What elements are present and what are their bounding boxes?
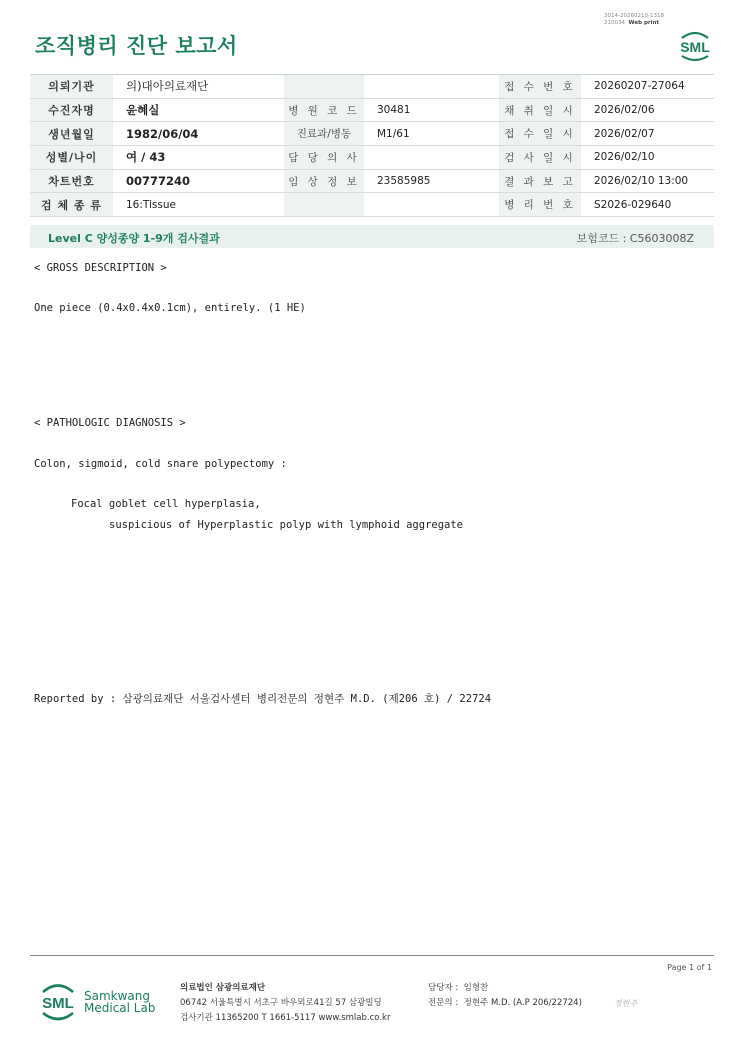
info-value-v2 <box>364 146 499 170</box>
info-row <box>30 122 714 146</box>
document-code-line2: 210034 Web print <box>604 20 660 26</box>
info-value-v1: 여 / 43 <box>113 146 284 170</box>
footer-specialist: 전문의 : 정현주 M.D. (A.P 206/22724) <box>428 998 582 1008</box>
diagnosis-specimen: Colon, sigmoid, cold snare polypectomy : <box>34 458 287 470</box>
insurance-code: 보험코드 : C5603008Z <box>576 232 694 245</box>
samkwang-logo-icon <box>38 980 78 1022</box>
gross-description-text: One piece (0.4x0.4x0.1cm), entirely. (1 HE) <box>34 302 306 314</box>
info-value-v1: 16:Tissue <box>113 193 284 217</box>
info-value-v3: 2026/02/06 <box>581 98 714 122</box>
footer-org: 의료법인 삼광의료재단 <box>180 983 266 993</box>
info-label-l2: 담 당 의 사 <box>284 146 364 170</box>
info-label-l1: 생년월일 <box>30 122 113 146</box>
info-label-l2: 병 원 코 드 <box>284 98 364 122</box>
info-label-l2: 임 상 정 보 <box>284 169 364 193</box>
footer-contact: 검사기관 11365200 T 1661-5117 www.smlab.co.kr <box>180 1013 391 1023</box>
charge-name: 임형찬 <box>463 983 489 993</box>
info-label-l1: 의뢰기관 <box>30 75 113 99</box>
footer-divider <box>30 955 714 956</box>
info-value-v2: 30481 <box>364 98 499 122</box>
info-value-v2 <box>364 193 499 217</box>
gross-description-heading: < GROSS DESCRIPTION > <box>34 262 167 274</box>
patient-info-table <box>30 74 714 217</box>
info-label-l2: 진료과/병동 <box>284 122 364 146</box>
footer-charge: 담당자 : 임형찬 <box>428 983 489 993</box>
sml-logo-icon <box>676 30 714 62</box>
info-value-v1: 00777240 <box>113 169 284 193</box>
diagnosis-finding: Focal goblet cell hyperplasia, <box>71 498 261 510</box>
info-label-l1: 수진자명 <box>30 98 113 122</box>
footer-brand <box>84 990 155 1014</box>
info-label-l3: 검 사 일 시 <box>499 146 581 170</box>
page-number: Page 1 of 1 <box>667 963 712 972</box>
info-label-l1: 검 체 종 류 <box>30 193 113 217</box>
info-label-l2 <box>284 193 364 217</box>
info-value-v3: 2026/02/10 <box>581 146 714 170</box>
info-label-l1: 성별/나이 <box>30 146 113 170</box>
test-level-title: Level C 양성종양 1-9개 검사결과 <box>48 232 220 245</box>
info-row <box>30 169 714 193</box>
reported-by: Reported by : 삼광의료재단 서울검사센터 병리전문의 정현주 M.D. (제206 호) / 22724 <box>34 693 492 705</box>
footer-address: 06742 서울특별시 서초구 바우뫼로41길 57 삼광빌딩 <box>180 998 382 1008</box>
info-label-l3: 접 수 일 시 <box>499 122 581 146</box>
info-row <box>30 98 714 122</box>
test-level-bar <box>30 225 714 248</box>
page-title: 조직병리 진단 보고서 <box>35 34 238 58</box>
info-value-v1: 의)대아의료재단 <box>113 75 284 99</box>
info-row <box>30 75 714 99</box>
brand-line2: Medical Lab <box>84 1001 156 1015</box>
info-value-v2: M1/61 <box>364 122 499 146</box>
info-label-l3: 결 과 보 고 <box>499 169 581 193</box>
info-value-v1: 1982/06/04 <box>113 122 284 146</box>
info-value-v3: S2026-029640 <box>581 193 714 217</box>
info-value-v3: 2026/02/07 <box>581 122 714 146</box>
info-label-l3: 접 수 번 호 <box>499 75 581 99</box>
footer-logo-text: SML <box>42 995 74 1012</box>
top-logo-text: SML <box>680 39 710 55</box>
info-label-l3: 채 취 일 시 <box>499 98 581 122</box>
document-code <box>604 13 664 27</box>
specialist-name: 정현주 M.D. (A.P 206/22724) <box>463 998 582 1008</box>
info-label-l2 <box>284 75 364 99</box>
info-label-l3: 병 리 번 호 <box>499 193 581 217</box>
info-value-v2 <box>364 75 499 99</box>
specialist-signature: 정현주 <box>614 999 638 1008</box>
brand-line1: Samkwang <box>84 989 150 1003</box>
info-value-v1: 윤혜실 <box>113 98 284 122</box>
pathologic-diagnosis-heading: < PATHOLOGIC DIAGNOSIS > <box>34 417 186 429</box>
info-value-v3: 2026/02/10 13:00 <box>581 169 714 193</box>
info-row <box>30 146 714 170</box>
web-print-label: Web print <box>628 20 660 26</box>
info-label-l1: 차트번호 <box>30 169 113 193</box>
info-value-v3: 20260207-27064 <box>581 75 714 99</box>
document-code-line1: 3014-20260210-1318 <box>604 13 664 19</box>
info-row <box>30 193 714 217</box>
info-value-v2: 23585985 <box>364 169 499 193</box>
diagnosis-finding-detail: suspicious of Hyperplastic polyp with lymphoid aggregate <box>109 519 464 531</box>
